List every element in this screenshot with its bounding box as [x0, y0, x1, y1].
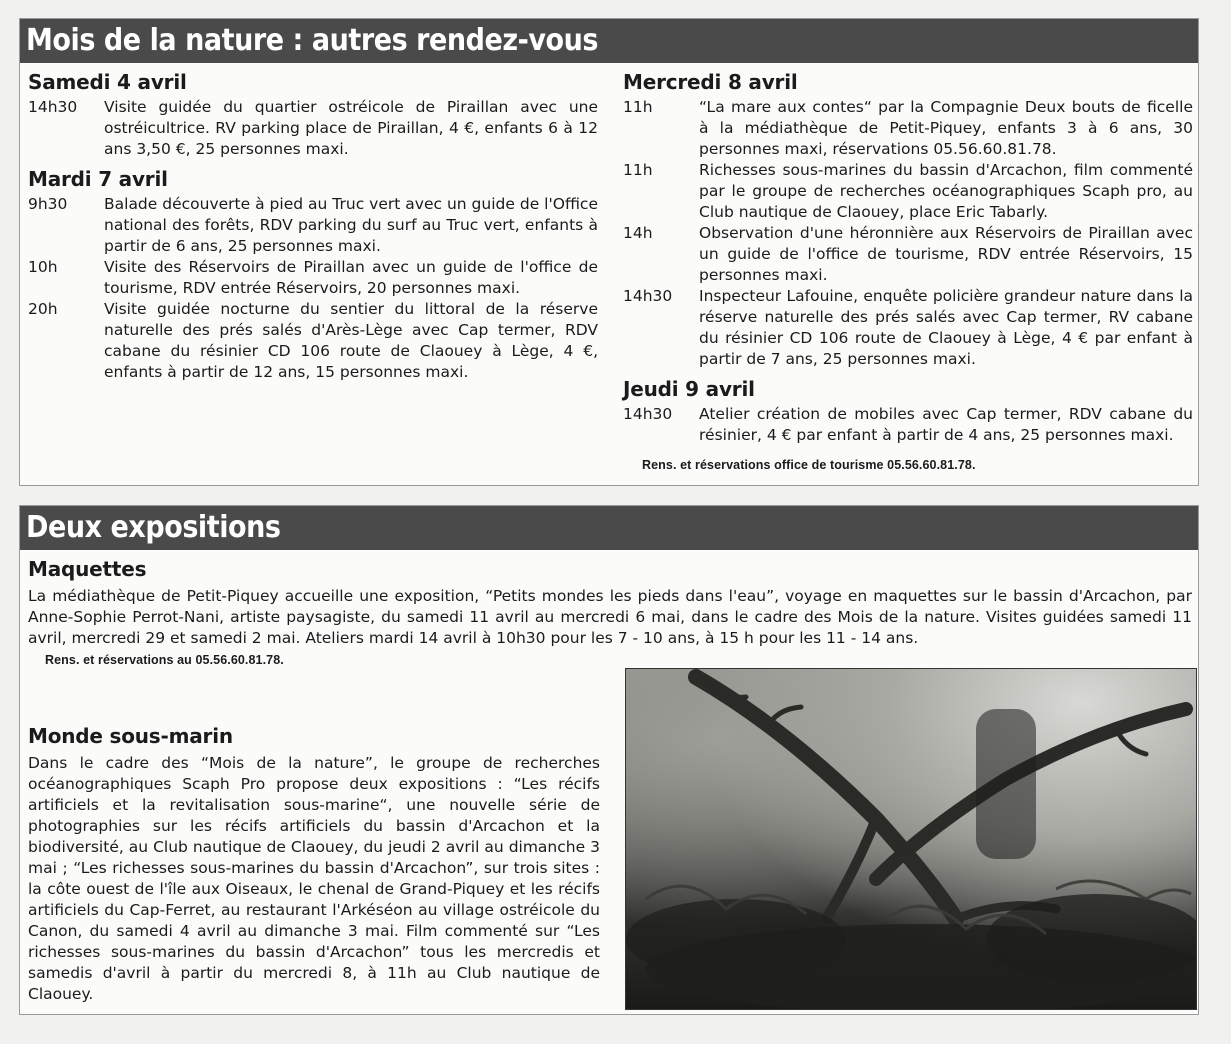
- event-time: 14h: [623, 224, 653, 242]
- agenda-section: [19, 18, 1199, 486]
- underwater-photo: [625, 668, 1197, 1010]
- event-item: [28, 257, 598, 299]
- event-time: 9h30: [28, 195, 68, 213]
- sous-marin-title: Monde sous-marin: [28, 724, 233, 748]
- maquettes-title: Maquettes: [28, 557, 147, 581]
- maquettes-text: La médiathèque de Petit-Piquey accueille une exposition, “Petits mondes les pieds dans l'eau”, voyage en maquettes sur le bassin d'Arcachon, par Anne-Sophie Perrot-Nani, artiste paysagiste, du samedi 11 avril au mercredi 6 mai, dans le cadre des Mois de la nature. Visites guidées samedi 11 avril, mercredi 29 et samedi 2 mai. Ateliers mardi 14 avril à 10h30 pour les 7 - 10 ans, à 15 h pour les 11 - 14 ans.: [28, 587, 1192, 647]
- exhibitions-section: [19, 505, 1199, 1015]
- event-item: [623, 160, 1193, 223]
- day-heading: Samedi 4 avril: [28, 70, 187, 94]
- maquettes-block: [28, 556, 1192, 669]
- event-description: Atelier création de mobiles avec Cap termer, RDV cabane du résinier, 4 € par enfant à partir de 4 ans, 25 personnes maxi.: [699, 405, 1193, 444]
- event-description: Observation d'une héronnière aux Réservoirs de Piraillan avec un guide de l'office de tourisme, RDV entrée Réservoirs, 15 personnes maxi.: [699, 224, 1193, 284]
- event-item: [623, 223, 1193, 286]
- event-description: Visite guidée nocturne du sentier du littoral de la réserve naturelle des prés salés d'Arès-Lège avec Cap termer, RDV cabane du résinier CD 106 route de Claouey à Lège, 4 €, enfants à partir de 12 ans, 15 personnes maxi.: [104, 300, 598, 381]
- event-description: “La mare aux contes“ par la Compagnie Deux bouts de ficelle à la médiathèque de Petit-Piquey, enfants 3 à 6 ans, 30 personnes maxi, réservations 05.56.60.81.78.: [699, 98, 1193, 158]
- event-time: 14h30: [28, 98, 78, 116]
- event-description: Visite guidée du quartier ostréicole de Piraillan avec une ostréicultrice. RV parking place de Piraillan, 4 €, enfants 6 à 12 ans 3,50 €, 25 personnes maxi.: [104, 98, 598, 158]
- sous-marin-block: [28, 723, 600, 1005]
- event-item: [623, 97, 1193, 160]
- section-title: Mois de la nature : autres rendez-vous: [26, 23, 599, 58]
- underwater-photo-art: [626, 669, 1196, 1009]
- maquettes-info: Rens. et réservations au 05.56.60.81.78.: [45, 653, 284, 667]
- right-column: [623, 67, 1193, 446]
- event-description: Visite des Réservoirs de Piraillan avec un guide de l'office de tourisme, RDV entrée Réservoirs, 20 personnes maxi.: [104, 258, 598, 297]
- left-column: [28, 67, 598, 383]
- sous-marin-text: Dans le cadre des “Mois de la nature”, le groupe de recherches océanographiques Scaph Pro propose deux expositions : “Les récifs artificiels et la revitalisation sous-marine“, une nouvelle série de photographies sur les récifs artificiels du bassin d'Arcachon et la biodiversité, au Club nautique de Claouey, du jeudi 2 avril au dimanche 3 mai ; “Les richesses sous-marines du bassin d'Arcachon”, sur trois sites : la côte ouest de l'île aux Oiseaux, le chenal de Grand-Piquey et les récifs artificiels du Cap-Ferret, au restaurant l'Arkéséon au village ostréicole du Canon, du samedi 4 avril au dimanche 3 mai. Film commenté sur “Les richesses sous-marines du bassin d'Arcachon” tous les mercredis et samedis d'avril à partir du mercredi 8, à 11h au Club nautique de Claouey.: [28, 754, 600, 1003]
- event-item: [623, 404, 1193, 446]
- day-heading: Jeudi 9 avril: [623, 377, 755, 401]
- event-time: 20h: [28, 300, 58, 318]
- event-item: [28, 97, 598, 160]
- event-description: Balade découverte à pied au Truc vert avec un guide de l'Office national des forêts, RDV parking du surf au Truc vert, enfants à partir de 6 ans, 25 personnes maxi.: [104, 195, 598, 255]
- event-description: Inspecteur Lafouine, enquête policière grandeur nature dans la réserve naturelle des prés salés avec Cap termer, RV cabane du résinier CD 106 route de Claouey à Lège, 4 € par enfant à partir de 7 ans, 25 personnes maxi.: [699, 287, 1193, 368]
- event-item: [28, 299, 598, 383]
- event-time: 10h: [28, 258, 58, 276]
- event-time: 11h: [623, 161, 653, 179]
- section-title-band: [20, 506, 1198, 550]
- section-title: Deux expositions: [26, 510, 281, 545]
- event-item: [623, 286, 1193, 370]
- event-time: 14h30: [623, 405, 673, 423]
- reservation-info: Rens. et réservations office de tourisme 05.56.60.81.78.: [642, 458, 976, 472]
- day-heading: Mercredi 8 avril: [623, 70, 798, 94]
- section-title-band: [20, 19, 1198, 63]
- event-time: 11h: [623, 98, 653, 116]
- event-time: 14h30: [623, 287, 673, 305]
- day-heading: Mardi 7 avril: [28, 167, 168, 191]
- event-item: [28, 194, 598, 257]
- event-description: Richesses sous-marines du bassin d'Arcachon, film commenté par le groupe de recherches océanographiques Scaph pro, au Club nautique de Claouey, place Eric Tabarly.: [699, 161, 1193, 221]
